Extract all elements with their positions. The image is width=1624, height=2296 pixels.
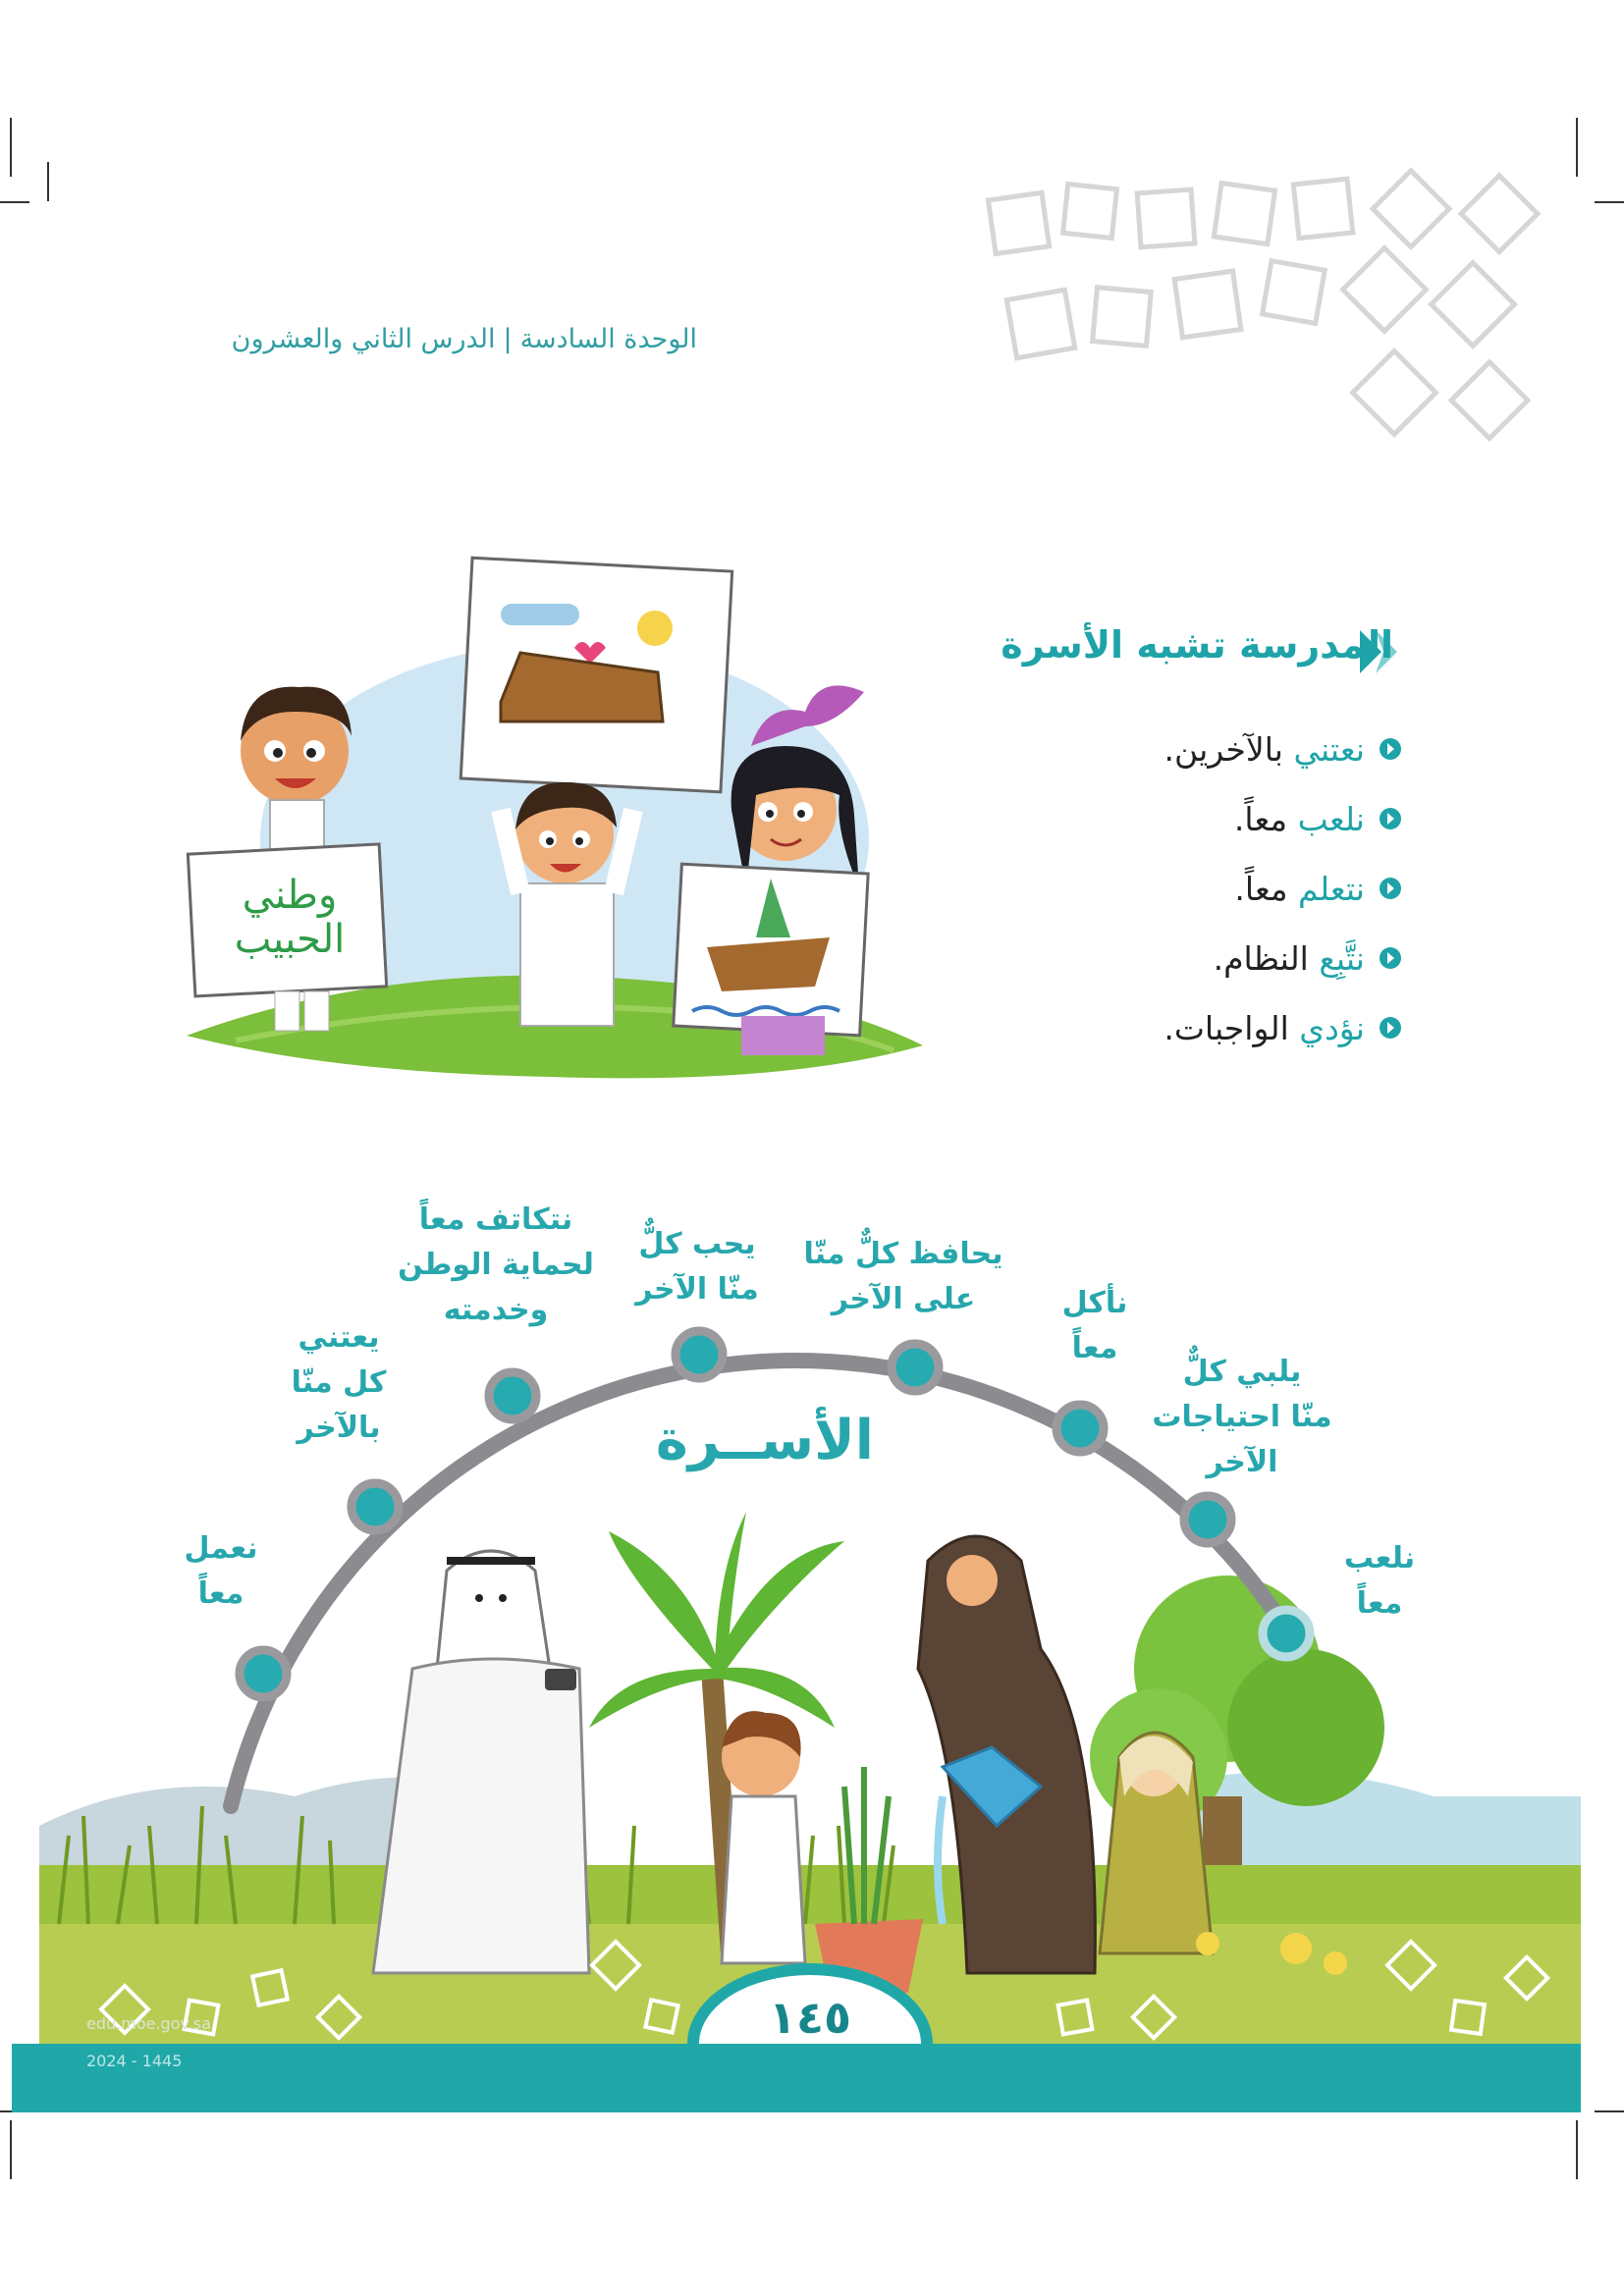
crop-mark [47,162,49,201]
bullet-icon [1379,807,1402,830]
arc-node [1263,1610,1310,1657]
bullet-verb: نلعب [1297,800,1365,838]
label-love-each-other: يحب كلٌّ منّا الآخر [635,1227,759,1307]
bullet-verb: نتَّبِع [1319,939,1365,978]
list-item [1164,854,1402,924]
list-item [1164,993,1402,1063]
arc-node [1056,1405,1104,1452]
list-item [1164,715,1402,784]
arc-node [1184,1496,1231,1543]
sign-text-line2: الحبيب [234,917,346,962]
lesson-title: الدرس الثاني والعشرون [231,324,496,354]
crop-mark [1595,201,1624,203]
watermark-year: 2024 - 1445 [86,2052,183,2070]
bullet-verb: نؤدي [1299,1009,1365,1047]
label-work-together: نعمل معاً [184,1531,258,1611]
family-title: الأســرة [655,1409,874,1472]
sign-text-line1: وطني [242,873,338,918]
section-title: المدرسة تشبه الأسرة [1001,623,1393,667]
page-header [177,324,697,354]
bullet-icon [1379,737,1402,761]
crop-mark [0,201,29,203]
bullet-text: النظام. [1213,939,1320,978]
label-unite-for-nation: نتكاتف معاً لحماية الوطن وخدمته [398,1202,594,1327]
crop-mark [1576,2120,1578,2179]
label-play-together: نلعب معاً [1343,1541,1416,1621]
label-meet-needs: يلبي كلٌّ منّا احتياجات الآخر [1152,1355,1332,1479]
kids-holding-signs-illustration [177,555,933,1080]
label-protect-each-other: يحافظ كلٌّ منّا على الآخر [803,1237,1003,1316]
unit-title: الوحدة السادسة [519,324,697,354]
list-item [1164,784,1402,854]
bullet-verb: نتعلم [1298,870,1365,908]
bullet-icon [1379,1016,1402,1040]
bullet-text: معاً. [1233,800,1298,838]
bullet-list [1164,715,1402,1063]
bullet-text: بالآخرين. [1164,730,1294,769]
page-number: ١٤٥ [768,1991,852,2044]
bullet-icon [1379,877,1402,900]
arc-node [676,1331,723,1378]
bullet-text: الواجبات. [1164,1009,1300,1047]
watermark-url: edu.moe.gov.sa [86,2014,211,2033]
crop-mark [10,118,12,177]
decorative-square-pattern [972,167,1581,461]
bullet-text: معاً. [1234,870,1299,908]
header-separator: | [503,324,513,354]
arc-node [892,1344,939,1391]
label-eat-together: نأكل معاً [1061,1286,1128,1365]
bullet-icon [1379,946,1402,970]
list-item [1164,924,1402,993]
label-care-each-other: يعتني كل منّا بالآخر [291,1320,387,1445]
arc-node [240,1650,287,1697]
bullet-verb: نعتني [1293,730,1365,769]
crop-mark [10,2120,12,2179]
arc-node [352,1483,399,1530]
arc-node [489,1372,536,1419]
